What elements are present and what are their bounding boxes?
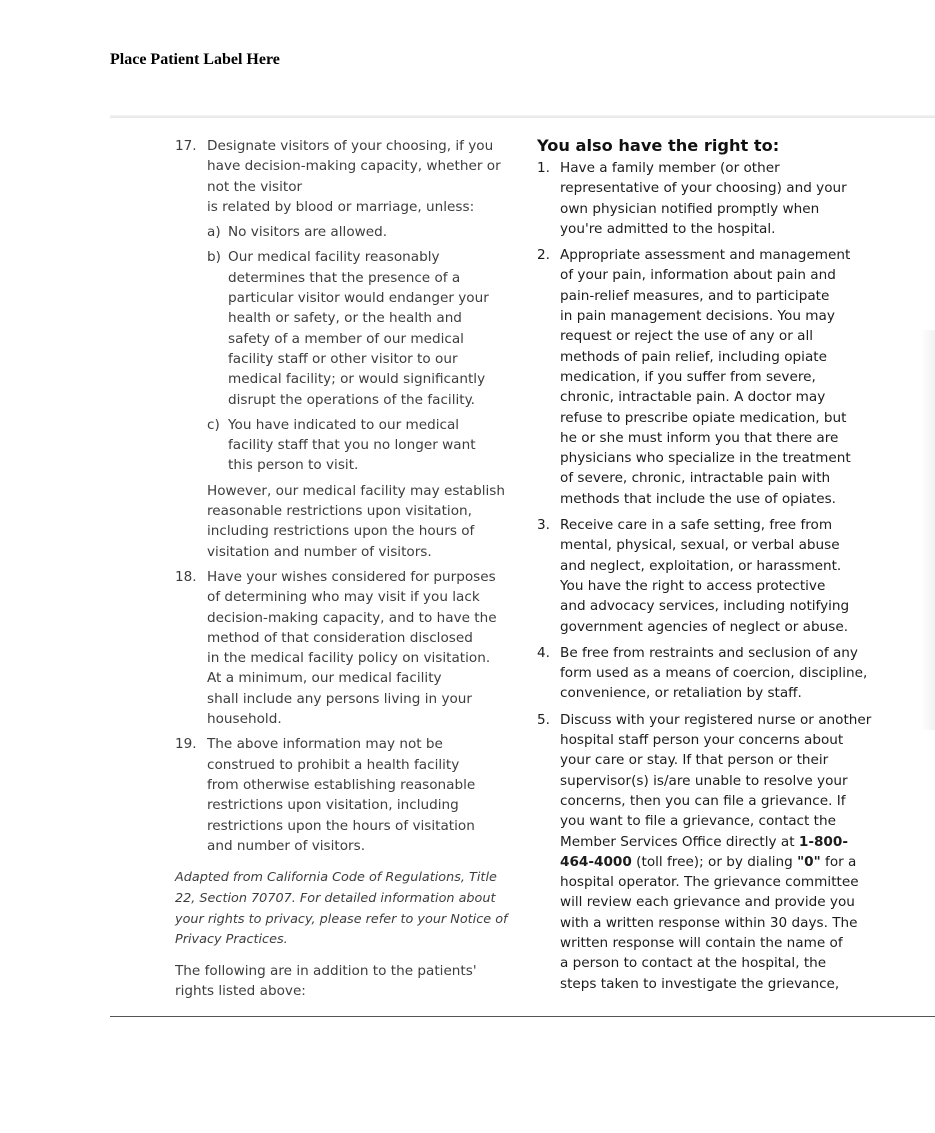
text-line: methods of pain relief, including opiate bbox=[560, 348, 827, 365]
text-line: You have the right to access protective bbox=[560, 577, 826, 594]
left-column bbox=[175, 136, 523, 1002]
text-line: government agencies of neglect or abuse. bbox=[560, 618, 849, 635]
text-line bbox=[560, 832, 882, 852]
text-line: from otherwise establishing reasonable bbox=[207, 776, 476, 793]
text-line: concerns, then you can file a grievance. If bbox=[560, 792, 846, 809]
item-body bbox=[560, 158, 882, 239]
text-line: The following are in addition to the patients' bbox=[175, 962, 477, 979]
text-line: reasonable restrictions upon visitation, bbox=[207, 503, 472, 520]
text-line: request or reject the use of any or all bbox=[560, 328, 813, 345]
text-line: methods that include the use of opiates. bbox=[560, 490, 836, 507]
text-line: Privacy Practices. bbox=[175, 932, 288, 948]
item-number: 1. bbox=[537, 160, 550, 176]
text-line: Be free from restraints and seclusion of any bbox=[560, 644, 858, 661]
sub-item-b bbox=[207, 247, 523, 409]
text-line: and neglect, exploitation, or harassment. bbox=[560, 557, 842, 574]
phone-number-part: 464-4000 bbox=[560, 853, 632, 870]
right-item-2 bbox=[537, 245, 882, 509]
patient-label-placeholder: Place Patient Label Here bbox=[110, 51, 280, 68]
item-body bbox=[560, 643, 882, 704]
text-line: Receive care in a safe setting, free from bbox=[560, 517, 833, 534]
item-number: 5. bbox=[537, 711, 550, 728]
text-line: of severe, chronic, intractable pain with bbox=[560, 470, 831, 487]
sub-item-c bbox=[207, 415, 523, 476]
text-line: hospital operator. The grievance committee bbox=[560, 874, 859, 891]
text-line: safety of a member of our medical bbox=[228, 330, 464, 347]
text-line: disrupt the operations of the facility. bbox=[228, 391, 476, 408]
item-body bbox=[560, 710, 882, 994]
item-number: 2. bbox=[537, 247, 550, 264]
text-line: health or safety, or the health and bbox=[228, 310, 462, 327]
right-item-17 bbox=[175, 136, 523, 562]
sub-item-a bbox=[207, 222, 523, 242]
right-item-19 bbox=[175, 734, 523, 856]
item-body bbox=[560, 245, 882, 509]
text-line: in pain management decisions. You may bbox=[560, 308, 835, 325]
text-line: have decision-making capacity, whether or bbox=[207, 158, 501, 175]
text-line: visitation and number of visitors. bbox=[207, 543, 432, 560]
item-body bbox=[207, 734, 523, 856]
text-line: your care or stay. If that person or their bbox=[560, 752, 829, 769]
text-line: is related by blood or marriage, unless: bbox=[207, 198, 475, 215]
item-number: 18. bbox=[175, 568, 197, 585]
text-line: physicians who specialize in the treatment bbox=[560, 450, 851, 467]
text-line: Our medical facility reasonably bbox=[228, 249, 440, 266]
text-line: 22, Section 70707. For detailed information about bbox=[175, 890, 496, 906]
right-column bbox=[537, 135, 882, 994]
text-line: construed to prohibit a health facility bbox=[207, 756, 460, 773]
text-segment: for a bbox=[820, 853, 857, 870]
header-divider bbox=[110, 115, 935, 118]
text-line: with a written response within 30 days. The bbox=[560, 914, 858, 931]
text-line: Have a family member (or other bbox=[560, 160, 780, 176]
sub-item-body bbox=[228, 222, 523, 242]
text-line: hospital staff person your concerns about bbox=[560, 732, 844, 749]
right-item-3 bbox=[537, 515, 882, 637]
text-line: a person to contact at the hospital, the bbox=[560, 955, 827, 972]
footer-divider bbox=[110, 1016, 935, 1017]
text-line: household. bbox=[207, 711, 282, 728]
text-line: particular visitor would endanger your bbox=[228, 290, 489, 307]
text-segment: (toll free); or by dialing bbox=[631, 853, 798, 870]
text-line: determines that the presence of a bbox=[228, 269, 461, 286]
sub-item-mark: c) bbox=[207, 416, 220, 433]
text-line: restrictions upon the hours of visitation bbox=[207, 817, 475, 834]
item-number: 19. bbox=[175, 736, 197, 753]
text-line: pain-relief measures, and to participate bbox=[560, 287, 830, 304]
text-line: supervisor(s) is/are unable to resolve your bbox=[560, 772, 848, 789]
item-number: 3. bbox=[537, 517, 550, 534]
text-line: At a minimum, our medical facility bbox=[207, 670, 442, 687]
text-line: of determining who may visit if you lack bbox=[207, 589, 480, 606]
text-line: refuse to prescribe opiate medication, but bbox=[560, 409, 847, 426]
text-line: written response will contain the name of bbox=[560, 934, 843, 951]
text-line: facility staff or other visitor to our bbox=[228, 350, 458, 367]
sub-item-mark: a) bbox=[207, 224, 221, 241]
text-line: will review each grievance and provide you bbox=[560, 894, 855, 911]
text-line: of your pain, information about pain and bbox=[560, 267, 836, 284]
text-line: you want to file a grievance, contact the bbox=[560, 813, 836, 830]
item-number: 4. bbox=[537, 644, 550, 661]
text-line: Adapted from California Code of Regulations, Title bbox=[175, 870, 497, 886]
text-line: representative of your choosing) and your bbox=[560, 180, 847, 197]
text-line: this person to visit. bbox=[228, 457, 359, 474]
phone-number-part: 1-800- bbox=[798, 833, 848, 850]
text-line: your rights to privacy, please refer to your Notice of bbox=[175, 911, 508, 927]
text-line: own physician notified promptly when bbox=[560, 200, 820, 217]
text-line: steps taken to investigate the grievance, bbox=[560, 975, 840, 992]
text-line: medication, if you suffer from severe, bbox=[560, 368, 816, 385]
text-line: convenience, or retaliation by staff. bbox=[560, 685, 802, 702]
text-line: and number of visitors. bbox=[207, 837, 366, 854]
right-item-1 bbox=[537, 158, 882, 239]
text-line: Designate visitors of your choosing, if you bbox=[207, 138, 494, 154]
text-line: Have your wishes considered for purposes bbox=[207, 568, 496, 585]
text-line: chronic, intractable pain. A doctor may bbox=[560, 389, 826, 406]
item-body bbox=[207, 567, 523, 729]
text-line: medical facility; or would significantly bbox=[228, 371, 486, 388]
dial-zero: "0" bbox=[797, 853, 821, 870]
section-heading: You also have the right to: bbox=[537, 136, 780, 155]
text-segment: Member Services Office directly at bbox=[560, 833, 799, 850]
text-line: You have indicated to our medical bbox=[228, 416, 460, 433]
text-line: Discuss with your registered nurse or another bbox=[560, 711, 872, 728]
text-line: facility staff that you no longer want bbox=[228, 437, 476, 454]
right-item-4 bbox=[537, 643, 882, 704]
text-line: restrictions upon visitation, including bbox=[207, 797, 459, 814]
sub-item-body bbox=[228, 247, 523, 409]
text-line: No visitors are allowed. bbox=[228, 224, 388, 241]
page-edge-shadow bbox=[921, 330, 935, 730]
text-line: method of that consideration disclosed bbox=[207, 629, 473, 646]
text-line bbox=[560, 852, 882, 872]
right-item-5 bbox=[537, 710, 882, 994]
sub-item-mark: b) bbox=[207, 249, 221, 266]
sub-item-body bbox=[228, 415, 523, 476]
text-line: Appropriate assessment and management bbox=[560, 247, 851, 264]
text-line: he or she must inform you that there are bbox=[560, 429, 839, 446]
text-line: and advocacy services, including notifying bbox=[560, 598, 850, 615]
text-line: rights listed above: bbox=[175, 983, 306, 1000]
text-line: not the visitor bbox=[207, 178, 303, 195]
text-line: you're admitted to the hospital. bbox=[560, 220, 776, 237]
text-line: mental, physical, sexual, or verbal abuse bbox=[560, 537, 840, 554]
item-body bbox=[207, 136, 523, 562]
regulation-citation bbox=[175, 868, 523, 951]
text-line: shall include any persons living in your bbox=[207, 690, 473, 707]
text-line: including restrictions upon the hours of bbox=[207, 523, 475, 540]
additional-rights-intro bbox=[175, 961, 523, 1002]
item-body bbox=[560, 515, 882, 637]
text-line: However, our medical facility may establish bbox=[207, 482, 505, 499]
right-item-18 bbox=[175, 567, 523, 729]
item-number: 17. bbox=[175, 138, 197, 154]
text-line: form used as a means of coercion, discipline, bbox=[560, 665, 868, 682]
text-line: in the medical facility policy on visitation. bbox=[207, 650, 491, 667]
item-17-however bbox=[207, 481, 523, 562]
item-17-intro bbox=[207, 136, 523, 217]
text-line: The above information may not be bbox=[207, 736, 443, 753]
text-line: decision-making capacity, and to have the bbox=[207, 609, 497, 626]
